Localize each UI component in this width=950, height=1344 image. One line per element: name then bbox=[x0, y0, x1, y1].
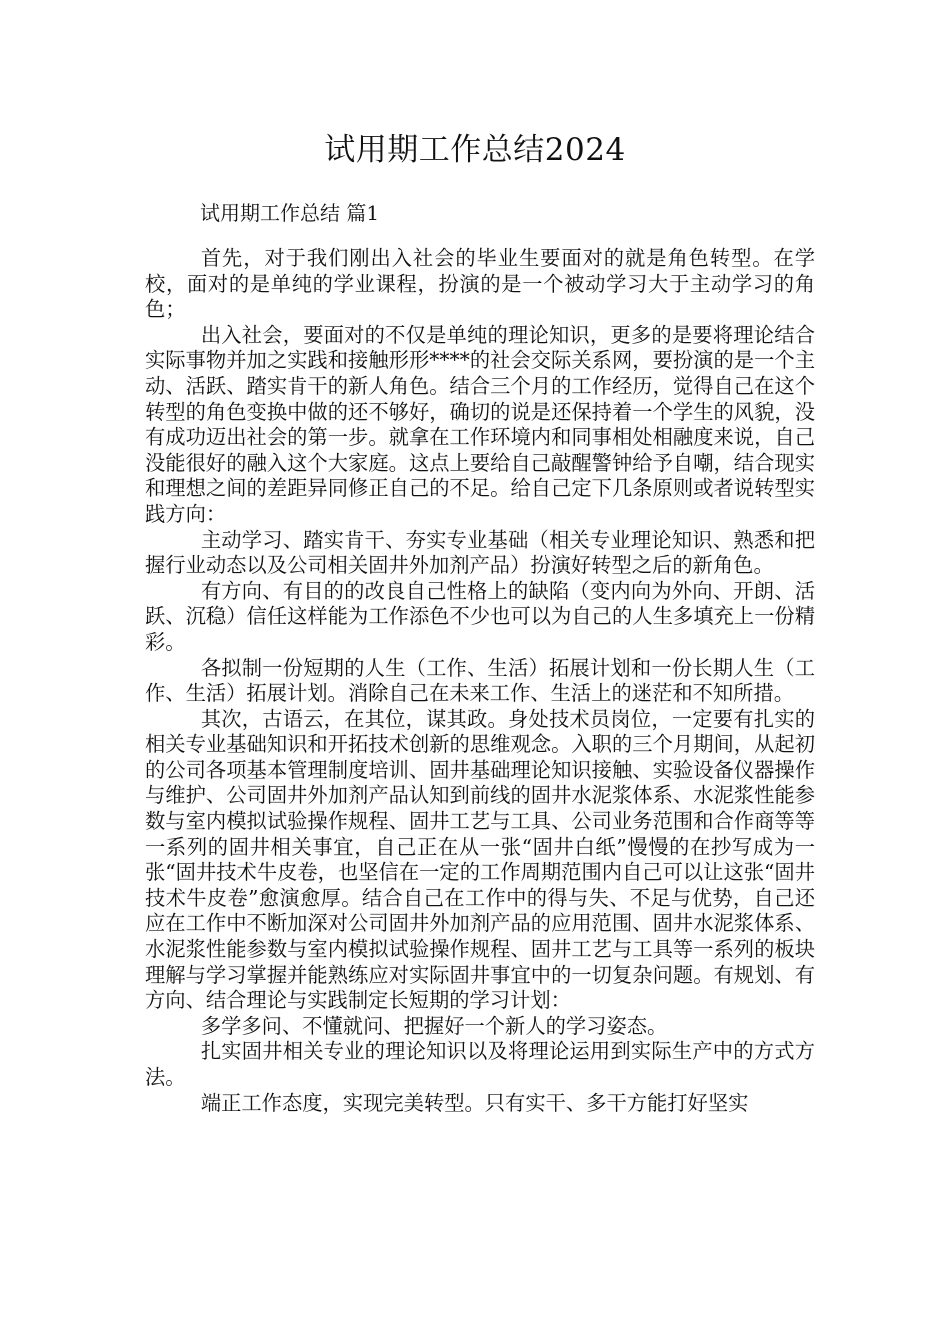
paragraph: 各拟制一份短期的人生（工作、生活）拓展计划和一份长期人生（工作、生活）拓展计划。消除自己在未来工作、生活上的迷茫和不知所措。 bbox=[145, 655, 815, 706]
paragraph: 扎实固井相关专业的理论知识以及将理论运用到实际生产中的方式方法。 bbox=[145, 1039, 815, 1089]
paragraph: 其次，古语云，在其位，谋其政。身处技术员岗位，一定要有扎实的相关专业基础知识和开拓技术创新的思维观念。入职的三个月期间，从起初的公司各项基本管理制度培训、固井基础理论知识接触、实验设备仪器操作与维护、公司固井外加剂产品认知到前线的固井水泥浆体系、水泥浆性能参数与室内模拟试验操作规程、固井工艺与工具、公司业务范围和合作商等等一系列的固井相关事宜，自己正在从一张“固井白纸”慢慢的在抄写成为一张“固井技术牛皮卷，也坚信在一定的工作周期范围内自己可以让这张“固井技术牛皮卷”愈演愈厚。结合自己在工作中的得与失、不足与优势，自己还应在工作中不断加深对公司固井外加剂产品的应用范围、固井水泥浆体系、水泥浆性能参数与室内模拟试验操作规程、固井工艺与工具等一系列的板块理解与学习掌握并能熟练应对实际固井事宜中的一切复杂问题。有规划、有方向、结合理论与实践制定长短期的学习计划： bbox=[145, 706, 815, 1013]
document-body bbox=[145, 246, 815, 1116]
paragraph: 多学多问、不懂就问、把握好一个新人的学习姿态。 bbox=[200, 1013, 668, 1038]
paragraph: 有方向、有目的的改良自己性格上的缺陷（变内向为外向、开朗、活跃、沉稳）信任这样能为工作添色不少也可以为自己的人生多填充上一份精彩。 bbox=[145, 578, 815, 654]
paragraph: 主动学习、踏实肯干、夯实专业基础（相关专业理论知识、熟悉和把握行业动态以及公司相关固井外加剂产品）扮演好转型之后的新角色。 bbox=[145, 527, 815, 578]
paragraph: 首先，对于我们刚出入社会的毕业生要面对的就是角色转型。在学校，面对的是单纯的学业课程，扮演的是一个被动学习大于主动学习的角色； bbox=[145, 246, 815, 322]
document-title: 试用期工作总结2024 bbox=[324, 132, 626, 168]
section-heading: 试用期工作总结 篇1 bbox=[200, 201, 380, 225]
paragraph: 出入社会，要面对的不仅是单纯的理论知识，更多的是要将理论结合实际事物并加之实践和接触形形****的社会交际关系网，要扮演的是一个主动、活跃、踏实肯干的新人角色。结合三个月的工作经历，觉得自己在这个转型的角色变换中做的还不够好，确切的说是还保持着一个学生的风貌，没有成功迈出社会的第一步。就拿在工作环境内和同事相处相融度来说，自己没能很好的融入这个大家庭。这点上要给自己敲醒警钟给予自嘲，结合现实和理想之间的差距异同修正自己的不足。给自己定下几条原则或者说转型实践方向： bbox=[145, 322, 815, 526]
paragraph: 端正工作态度，实现完美转型。只有实干、多干方能打好坚实 bbox=[200, 1090, 749, 1115]
